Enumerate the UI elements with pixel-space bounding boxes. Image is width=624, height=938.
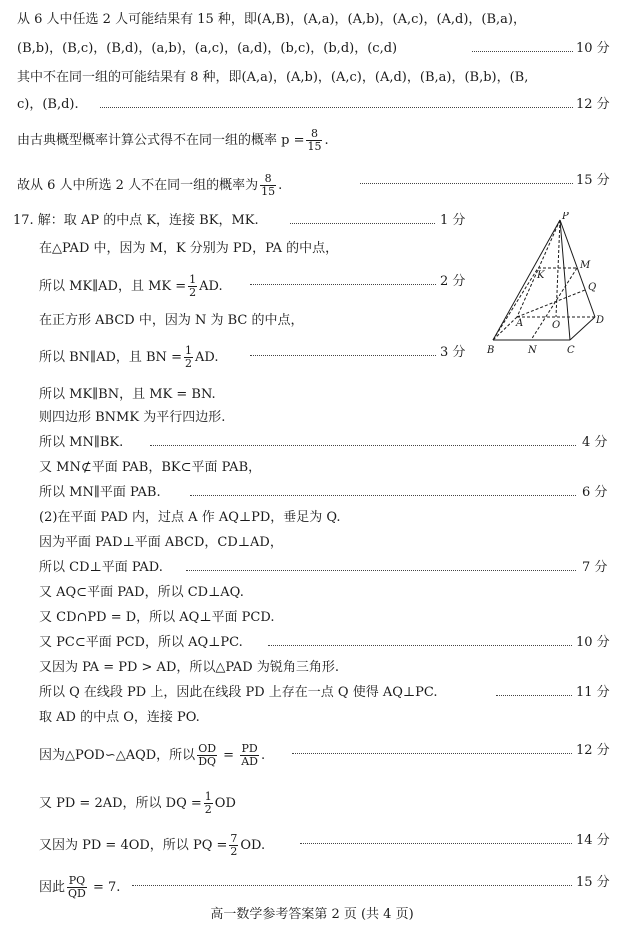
fraction-denominator: 2 <box>184 357 192 370</box>
segment-BK <box>493 268 538 340</box>
text-line <box>39 345 218 370</box>
text-line <box>17 41 397 57</box>
line-text: 所以 MN∥平面 PAB. <box>39 485 161 500</box>
line-text: 从 6 人中任选 2 人可能结果有 15 种，即(A,B)，(A,a)，(A,b)，(A,c)，(A,d)，(B,a)， <box>17 12 527 27</box>
line-text: 又 CD∩PD = D，所以 AQ⊥平面 PCD. <box>39 610 275 625</box>
line-text-after: OD. <box>240 838 266 853</box>
dot-leader <box>268 644 572 646</box>
score-label: 10 分 <box>576 41 610 56</box>
dot-leader <box>190 494 576 496</box>
line-text: 所以 MN∥BK. <box>39 435 124 450</box>
text-line <box>39 435 123 451</box>
fraction <box>188 274 197 299</box>
fraction <box>229 833 238 858</box>
fraction-numerator: PQ <box>68 874 86 887</box>
text-line <box>39 585 244 601</box>
fraction-numerator: 1 <box>184 344 192 357</box>
line-text-after: . <box>278 178 283 193</box>
text-line <box>39 241 338 257</box>
fraction-denominator: 2 <box>230 845 238 858</box>
line-text-after: = 7. <box>88 880 121 895</box>
line-text: 又因为 PA = PD > AD，所以△PAD 为锐角三角形. <box>39 660 339 675</box>
line-text: 所以 Q 在线段 PD 上，因此在线段 PD 上存在一点 Q 使得 AQ⊥PC. <box>39 685 438 700</box>
text-line <box>39 313 303 329</box>
line-text: 因此 <box>39 880 66 895</box>
text-line <box>39 610 274 626</box>
dot-leader <box>300 842 572 844</box>
text-line <box>17 70 528 86</box>
dot-leader <box>496 694 572 696</box>
fraction-denominator: 2 <box>204 803 212 816</box>
label-M: M <box>580 260 591 271</box>
label-N: N <box>528 345 537 356</box>
page-footer: 高一数学参考答案第 2 页 (共 4 页) <box>210 907 414 922</box>
line-text: 所以 CD⊥平面 PAD. <box>39 560 163 575</box>
line-text: 所以 MK∥BN，且 MK = BN. <box>39 387 216 402</box>
line-text: c)，(B,d). <box>17 97 79 112</box>
score-label: 4 分 <box>582 435 608 450</box>
dot-leader <box>150 444 576 446</box>
fraction-denominator: QD <box>68 887 86 900</box>
score-label: 15 分 <box>576 173 610 188</box>
fraction <box>204 791 213 816</box>
dot-leader <box>100 106 573 108</box>
text-line <box>39 833 265 858</box>
fraction-numerator: 8 <box>264 172 272 185</box>
text-line <box>17 97 79 113</box>
line-text: 在△PAD 中，因为 M，K 分别为 PD，PA 的中点， <box>39 241 339 256</box>
line-text: 又 MN⊄平面 PAB，BK⊂平面 PAB， <box>39 460 262 475</box>
line-text: 取 AD 的中点 O，连接 PO. <box>39 710 200 725</box>
text-line <box>39 410 225 426</box>
dot-leader <box>132 884 572 886</box>
score-label: 15 分 <box>576 875 610 890</box>
line-text: 又 PD = 2AD，所以 DQ = <box>39 796 202 811</box>
line-text: 则四边形 BNMK 为平行四边形. <box>39 410 226 425</box>
score-label: 12 分 <box>576 97 610 112</box>
line-text-after: . <box>260 748 266 763</box>
fraction-denominator: AD <box>241 755 258 768</box>
score-label: 6 分 <box>582 485 608 500</box>
line-text: 由古典概型概率计算公式得不在同一组的概率 p = <box>17 133 305 148</box>
dot-leader <box>360 182 573 184</box>
edge-PC <box>560 220 570 340</box>
fraction-numerator: PD <box>241 742 258 755</box>
line-text-mid: = <box>219 748 239 763</box>
fraction <box>260 173 276 198</box>
fraction-numerator: 1 <box>204 790 212 803</box>
text-line <box>39 460 261 476</box>
line-text: 因为平面 PAD⊥平面 ABCD，CD⊥AD， <box>39 535 283 550</box>
line-text: 在正方形 ABCD 中，因为 N 为 BC 的中点， <box>39 313 304 328</box>
text-line <box>39 510 341 526</box>
dot-leader <box>250 354 436 356</box>
pyramid-figure <box>485 212 605 362</box>
fraction-denominator: 15 <box>307 140 322 153</box>
text-line <box>39 485 161 501</box>
edge-PB <box>493 220 560 340</box>
text-line <box>39 560 163 576</box>
score-label: 14 分 <box>576 833 610 848</box>
fraction <box>67 875 87 900</box>
line-text: 所以 MK∥AD，且 MK = <box>39 279 187 294</box>
dot-leader <box>250 283 436 285</box>
score-label: 1 分 <box>440 213 466 228</box>
text-line <box>39 274 223 299</box>
fraction <box>184 345 193 370</box>
score-label: 2 分 <box>440 274 466 289</box>
label-K: K <box>537 270 545 281</box>
label-D: D <box>596 315 605 326</box>
line-text: (B,b)，(B,c)，(B,d)，(a,b)，(a,c)，(a,d)，(b,c)，(b,d)，(c,d) <box>17 41 398 56</box>
text-line <box>39 535 283 551</box>
text-line <box>39 743 265 768</box>
line-text: 所以 BN∥AD，且 BN = <box>39 350 182 365</box>
text-line <box>39 660 339 676</box>
text-line <box>17 128 329 153</box>
text-line <box>13 213 259 229</box>
dot-leader <box>186 569 576 571</box>
line-text: 又因为 PD = 4OD，所以 PQ = <box>39 838 228 853</box>
dot-leader <box>292 752 572 754</box>
text-line <box>39 685 437 701</box>
label-O: O <box>552 320 561 331</box>
label-P: P <box>562 212 569 222</box>
line-text-after: . <box>324 133 329 148</box>
text-line <box>39 875 120 900</box>
text-line <box>17 173 282 198</box>
dot-leader <box>290 222 435 224</box>
fraction-denominator: 2 <box>189 286 197 299</box>
line-text: 17. 解：取 AP 的中点 K，连接 BK，MK. <box>13 213 259 228</box>
fraction-numerator: 8 <box>310 127 318 140</box>
text-line <box>39 710 200 726</box>
text-line <box>17 12 526 28</box>
fraction <box>197 743 217 768</box>
fraction <box>240 743 259 768</box>
score-label: 10 分 <box>576 635 610 650</box>
label-A: A <box>516 318 524 329</box>
line-text-after: AD. <box>199 279 223 294</box>
line-text: 又 PC⊂平面 PCD，所以 AQ⊥PC. <box>39 635 243 650</box>
fraction-numerator: 7 <box>230 832 238 845</box>
fraction-denominator: 15 <box>261 185 276 198</box>
score-label: 7 分 <box>582 560 608 575</box>
fraction-numerator: OD <box>198 742 217 755</box>
score-label: 3 分 <box>440 345 466 360</box>
text-line <box>39 387 216 403</box>
label-C: C <box>567 345 575 356</box>
line-text: 其中不在同一组的可能结果有 8 种，即(A,a)，(A,b)，(A,c)，(A,d)，(B,a)，(B,b)，(B, <box>17 70 529 85</box>
line-text: 因为△POD∽△AQD，所以 <box>39 748 196 763</box>
text-line <box>39 791 236 816</box>
fraction <box>306 128 322 153</box>
line-text-after: AD. <box>194 350 219 365</box>
line-text: (2)在平面 PAD 内，过点 A 作 AQ⊥PD，垂足为 Q. <box>39 510 341 525</box>
text-line <box>39 635 243 651</box>
fraction-numerator: 1 <box>189 273 197 286</box>
score-label: 11 分 <box>576 685 610 700</box>
dot-leader <box>472 50 573 52</box>
line-text-after: OD <box>214 796 236 811</box>
label-Q: Q <box>588 282 597 293</box>
line-text: 故从 6 人中所选 2 人不在同一组的概率为 <box>17 178 259 193</box>
line-text: 又 AQ⊂平面 PAD，所以 CD⊥AQ. <box>39 585 244 600</box>
fraction-denominator: DQ <box>198 755 217 768</box>
label-B: B <box>487 345 495 356</box>
edge-CD <box>570 317 595 340</box>
score-label: 12 分 <box>576 743 610 758</box>
